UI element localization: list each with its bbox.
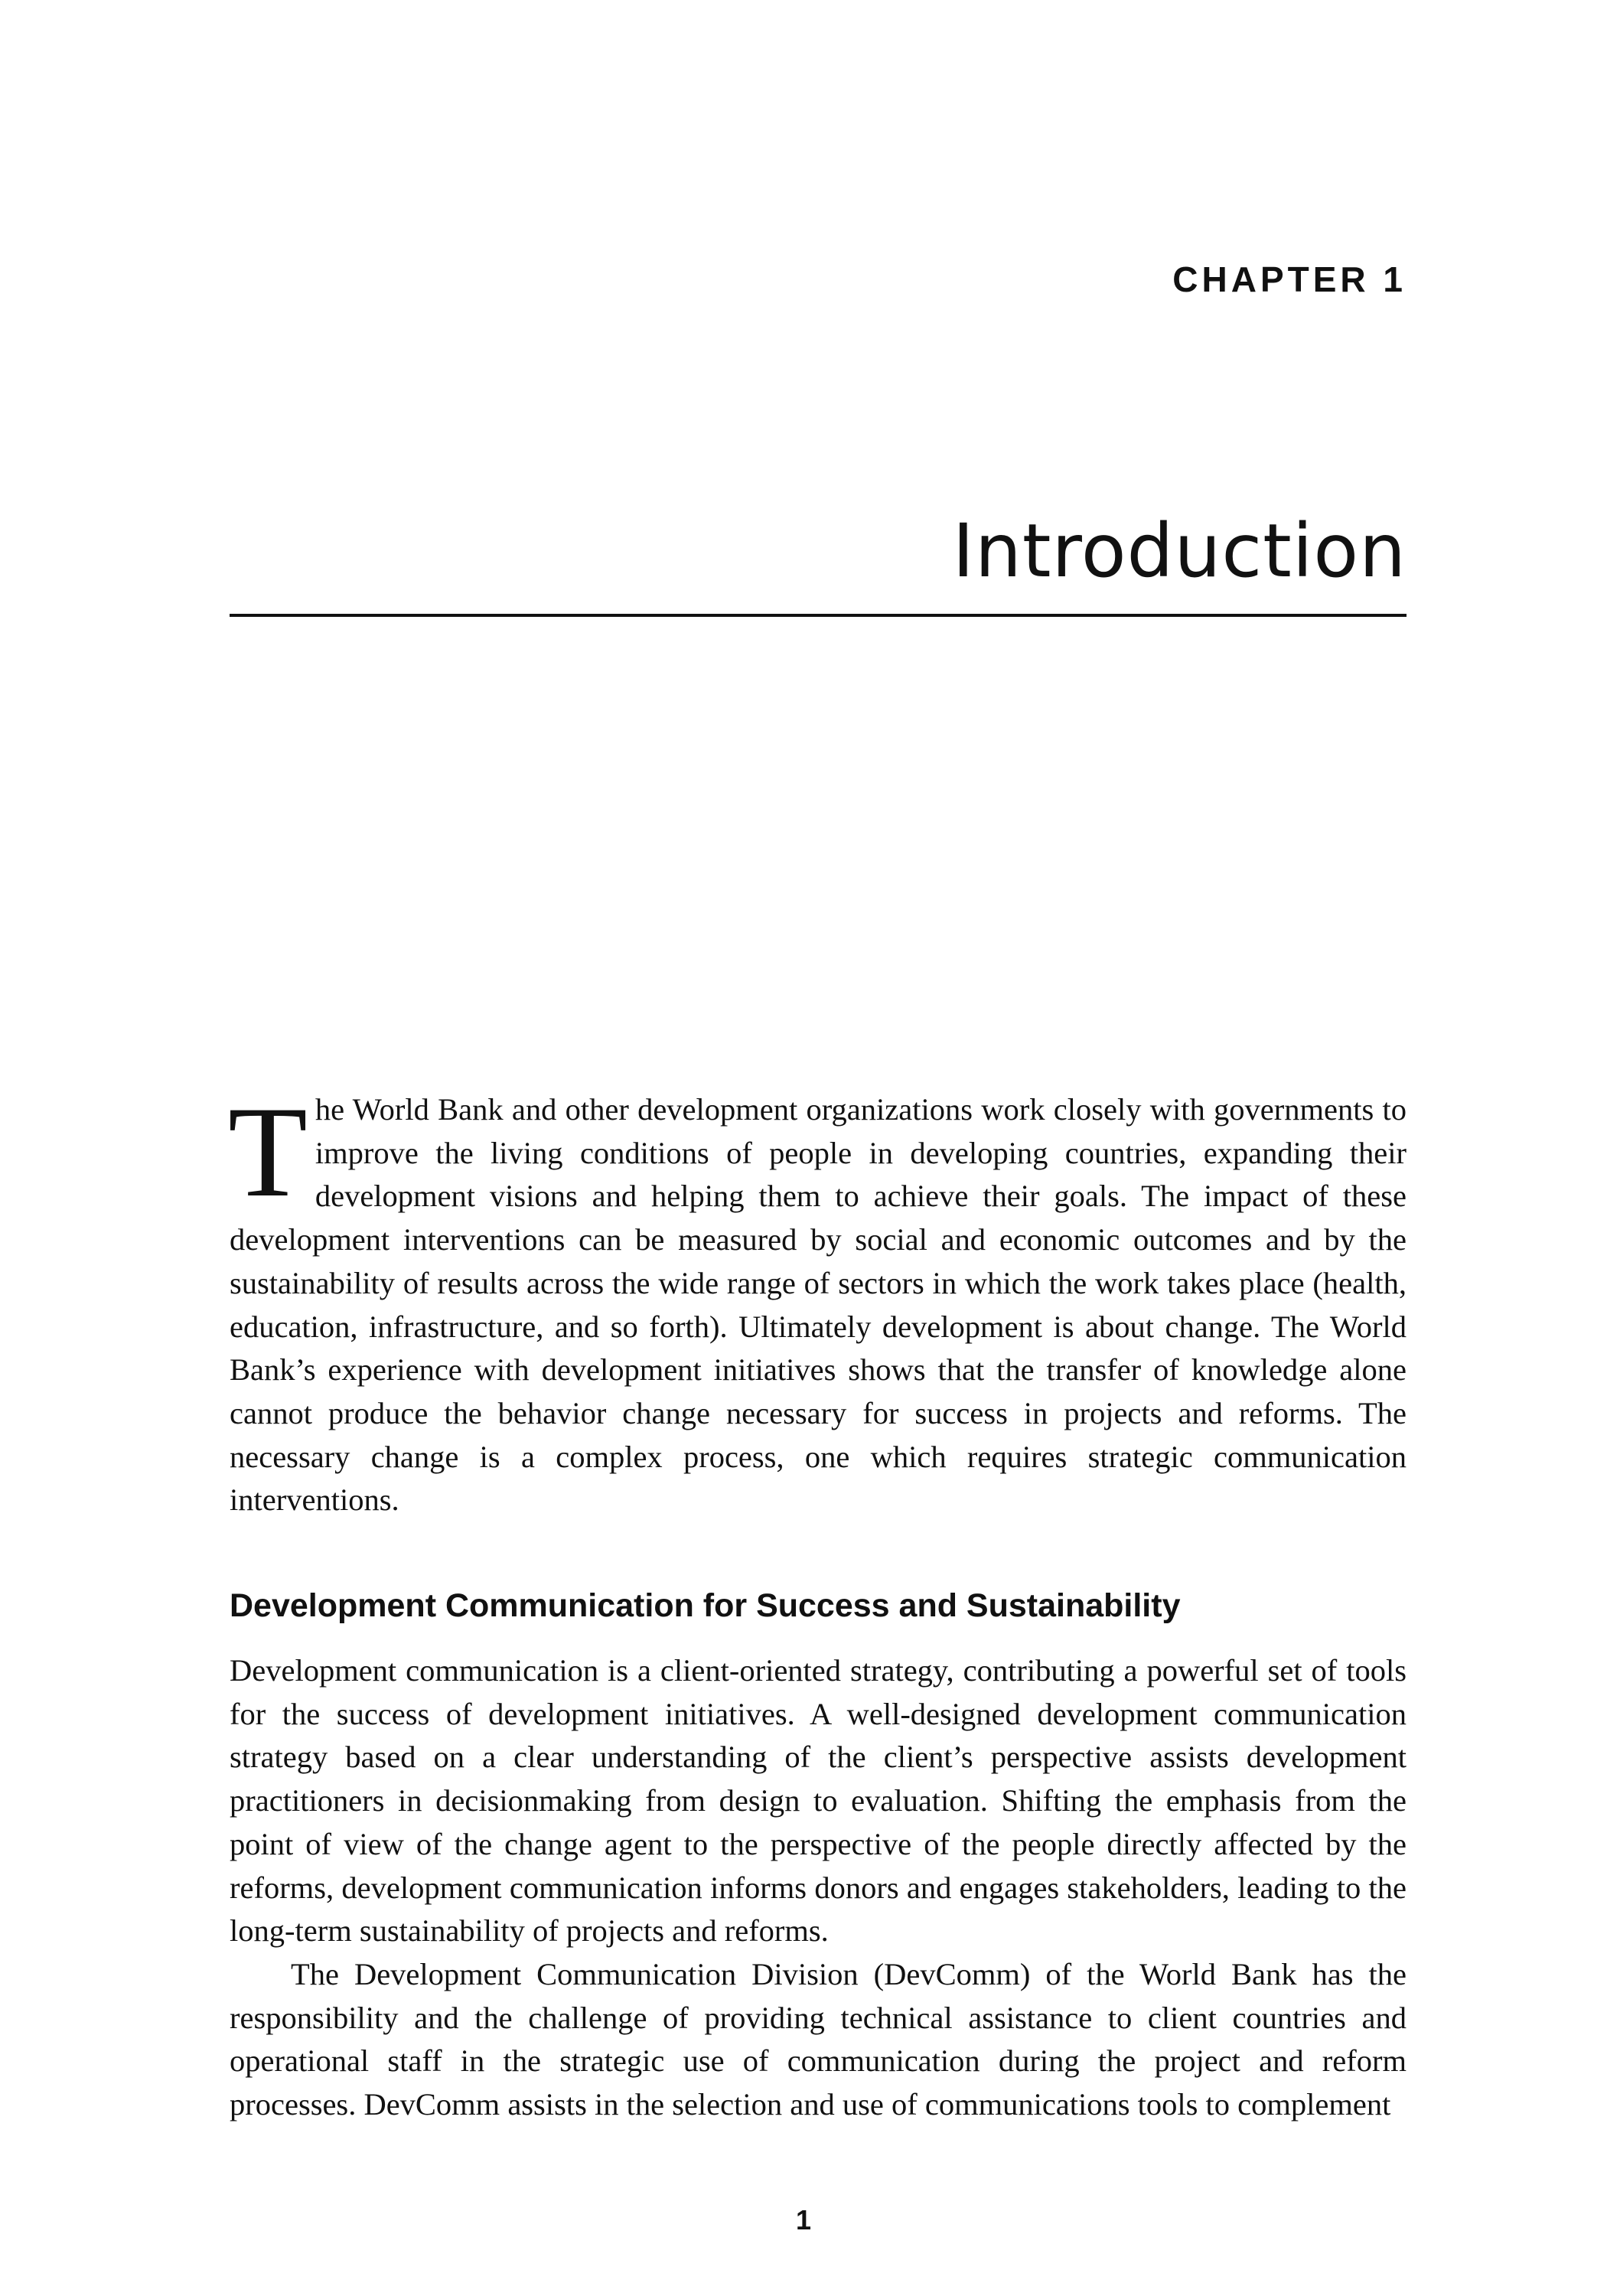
page-number: 1 bbox=[795, 2204, 812, 2236]
chapter-label: CHAPTER 1 bbox=[1172, 259, 1407, 299]
section-body bbox=[230, 1649, 1407, 2127]
intro-paragraph bbox=[228, 1080, 1407, 1522]
section-paragraph-2: The Development Communication Division (DevComm) of the World Bank has the responsibility and the challenge of providing technical assistance to client countries and operational staff in the strategic use of communication during the project and reform processes. DevComm assists in the selection and use of communications tools to complement bbox=[230, 1956, 1407, 2122]
section-paragraph-1: Development communication is a client-oriented strategy, contributing a powerful set of tools for the success of development initiatives. A well-designed development communication strategy based on a clear understanding of the client’s perspective assists development practitioners in decisionmaking from design to evaluation. Shifting the emphasis from the point of view of the change agent to the perspective of the people directly affected by the reforms, development communication informs donors and engages stakeholders, leading to the long-term sustainability of projects and reforms. bbox=[230, 1653, 1407, 1949]
chapter-title: Introduction bbox=[952, 508, 1407, 594]
intro-paragraph-text: he World Bank and other development organizations work closely with governments to improve the living conditions of people in developing countries, expanding their development visions and helping them to achieve their goals. The impact of these development interventions can be measured by social and economic outcomes and by the sustainability of results across the wide range of sectors in which the work takes place (health, education, infrastructure, and so forth). Ultimately development is about change. The World Bank’s experience with development initiatives shows that the transfer of knowledge alone cannot produce the behavior change necessary for success in projects and reforms. The necessary change is a complex process, one which requires strategic communication interventions. bbox=[230, 1092, 1407, 1518]
drop-cap: T bbox=[228, 1080, 308, 1224]
title-rule bbox=[230, 614, 1407, 617]
section-heading: Development Communication for Success and Sustainability bbox=[230, 1587, 1181, 1624]
